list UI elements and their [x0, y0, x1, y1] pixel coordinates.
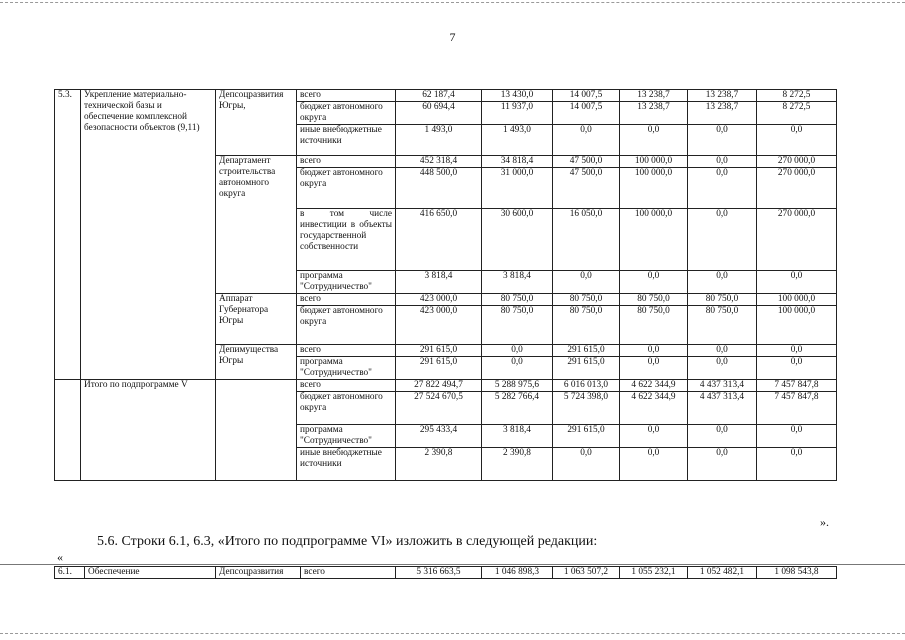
value-cell: 27 822 494,7 — [396, 380, 482, 392]
value-cell: 2 390,8 — [482, 448, 553, 481]
bottom-scan-edge — [0, 633, 905, 634]
row-executor: Депимущества Югры — [216, 345, 297, 380]
value-cell: 80 750,0 — [482, 294, 553, 306]
value-cell: 0,0 — [757, 448, 837, 481]
value-cell: 2 390,8 — [396, 448, 482, 481]
value-cell: 27 524 670,5 — [396, 392, 482, 425]
value-cell: 4 437 313,4 — [688, 392, 757, 425]
row-executor: Аппарат Губернатора Югры — [216, 294, 297, 345]
row-source: программа "Сотрудничество" — [297, 357, 396, 380]
value-cell: 62 187,4 — [396, 90, 482, 102]
row-title: Укрепление материально-технической базы и обеспечение комплексной безопасности объектов (9,11) — [81, 90, 216, 380]
row-executor: Депсоцразвития — [216, 567, 301, 579]
value-cell: 1 098 543,8 — [757, 567, 837, 579]
value-cell: 0,0 — [482, 345, 553, 357]
value-cell: 0,0 — [757, 357, 837, 380]
value-cell: 0,0 — [688, 425, 757, 448]
value-cell: 1 493,0 — [396, 125, 482, 156]
row-executor: Депсоцразвития Югры, — [216, 90, 297, 156]
value-cell: 0,0 — [482, 357, 553, 380]
row-number: 5.3. — [55, 90, 81, 380]
value-cell: 13 430,0 — [482, 90, 553, 102]
value-cell: 452 318,4 — [396, 156, 482, 168]
value-cell: 100 000,0 — [757, 294, 837, 306]
value-cell: 3 818,4 — [482, 271, 553, 294]
value-cell: 423 000,0 — [396, 306, 482, 345]
value-cell: 8 272,5 — [757, 102, 837, 125]
row-executor: Департамент строительства автономного округа — [216, 156, 297, 294]
value-cell: 100 000,0 — [620, 209, 688, 271]
value-cell: 100 000,0 — [757, 306, 837, 345]
value-cell: 5 316 663,5 — [396, 567, 482, 579]
value-cell: 3 818,4 — [396, 271, 482, 294]
value-cell: 0,0 — [757, 345, 837, 357]
value-cell: 0,0 — [688, 345, 757, 357]
value-cell: 291 615,0 — [396, 357, 482, 380]
value-cell: 0,0 — [553, 448, 620, 481]
value-cell: 8 272,5 — [757, 90, 837, 102]
row-source: программа "Сотрудничество" — [297, 271, 396, 294]
value-cell: 0,0 — [553, 271, 620, 294]
row-source: всего — [297, 90, 396, 102]
value-cell: 13 238,7 — [620, 102, 688, 125]
closing-quote: ». — [820, 515, 829, 529]
row-executor — [216, 380, 297, 481]
value-cell: 80 750,0 — [620, 306, 688, 345]
value-cell: 0,0 — [620, 125, 688, 156]
row-source: всего — [297, 294, 396, 306]
value-cell: 0,0 — [688, 156, 757, 168]
row-source: программа "Сотрудничество" — [297, 425, 396, 448]
page-number: 7 — [449, 30, 456, 44]
value-cell: 80 750,0 — [620, 294, 688, 306]
value-cell: 0,0 — [757, 425, 837, 448]
opening-quote: « — [57, 550, 63, 564]
value-cell: 291 615,0 — [553, 425, 620, 448]
subtotal-title: Итого по подпрограмме V — [81, 380, 216, 481]
value-cell: 100 000,0 — [620, 156, 688, 168]
row-source: бюджет автономного округа — [297, 102, 396, 125]
value-cell: 14 007,5 — [553, 102, 620, 125]
value-cell: 416 650,0 — [396, 209, 482, 271]
value-cell: 270 000,0 — [757, 209, 837, 271]
value-cell: 6 016 013,0 — [553, 380, 620, 392]
value-cell: 5 282 766,4 — [482, 392, 553, 425]
table-row — [55, 380, 837, 392]
row-source: бюджет автономного округа — [297, 392, 396, 425]
row-6-1-table — [54, 566, 837, 579]
value-cell: 5 724 398,0 — [553, 392, 620, 425]
value-cell: 34 818,4 — [482, 156, 553, 168]
value-cell: 80 750,0 — [482, 306, 553, 345]
value-cell: 80 750,0 — [688, 306, 757, 345]
value-cell: 270 000,0 — [757, 168, 837, 209]
row-source: иные внебюджетные источники — [297, 125, 396, 156]
value-cell: 0,0 — [688, 209, 757, 271]
value-cell: 0,0 — [553, 125, 620, 156]
value-cell: 291 615,0 — [553, 345, 620, 357]
value-cell: 7 457 847,8 — [757, 392, 837, 425]
divider-line — [0, 564, 905, 565]
row-number — [55, 380, 81, 481]
value-cell: 4 622 344,9 — [620, 392, 688, 425]
row-title: Обеспечение — [85, 567, 216, 579]
value-cell: 5 288 975,6 — [482, 380, 553, 392]
table-row — [55, 567, 837, 579]
row-number: 6.1. — [55, 567, 85, 579]
value-cell: 13 238,7 — [620, 90, 688, 102]
value-cell: 0,0 — [688, 125, 757, 156]
value-cell: 291 615,0 — [553, 357, 620, 380]
row-source: в том числе инвестиции в объекты государственной собственности — [297, 209, 396, 271]
value-cell: 1 055 232,1 — [620, 567, 688, 579]
value-cell: 7 457 847,8 — [757, 380, 837, 392]
value-cell: 31 000,0 — [482, 168, 553, 209]
value-cell: 14 007,5 — [553, 90, 620, 102]
value-cell: 0,0 — [620, 345, 688, 357]
value-cell: 1 493,0 — [482, 125, 553, 156]
value-cell: 1 063 507,2 — [553, 567, 620, 579]
value-cell: 13 238,7 — [688, 90, 757, 102]
value-cell: 47 500,0 — [553, 156, 620, 168]
value-cell: 100 000,0 — [620, 168, 688, 209]
top-scan-edge — [0, 2, 905, 3]
value-cell: 47 500,0 — [553, 168, 620, 209]
value-cell: 80 750,0 — [553, 294, 620, 306]
value-cell: 0,0 — [620, 425, 688, 448]
value-cell: 270 000,0 — [757, 156, 837, 168]
value-cell: 3 818,4 — [482, 425, 553, 448]
value-cell: 60 694,4 — [396, 102, 482, 125]
value-cell: 0,0 — [688, 271, 757, 294]
value-cell: 0,0 — [757, 125, 837, 156]
value-cell: 4 437 313,4 — [688, 380, 757, 392]
value-cell: 16 050,0 — [553, 209, 620, 271]
value-cell: 1 052 482,1 — [688, 567, 757, 579]
table-row — [55, 90, 837, 102]
row-source: бюджет автономного округа — [297, 168, 396, 209]
value-cell: 11 937,0 — [482, 102, 553, 125]
value-cell: 4 622 344,9 — [620, 380, 688, 392]
value-cell: 448 500,0 — [396, 168, 482, 209]
value-cell: 1 046 898,3 — [482, 567, 553, 579]
value-cell: 0,0 — [688, 168, 757, 209]
row-source: иные внебюджетные источники — [297, 448, 396, 481]
value-cell: 80 750,0 — [553, 306, 620, 345]
value-cell: 13 238,7 — [688, 102, 757, 125]
value-cell: 423 000,0 — [396, 294, 482, 306]
row-source: бюджет автономного округа — [297, 306, 396, 345]
value-cell: 0,0 — [620, 271, 688, 294]
value-cell: 80 750,0 — [688, 294, 757, 306]
row-source: всего — [297, 345, 396, 357]
amendment-instruction: 5.6. Строки 6.1, 6.3, «Итого по подпрограмме VI» изложить в следующей редакции: — [97, 534, 598, 549]
budget-table — [54, 89, 837, 481]
value-cell: 30 600,0 — [482, 209, 553, 271]
value-cell: 0,0 — [620, 357, 688, 380]
value-cell: 0,0 — [620, 448, 688, 481]
value-cell: 295 433,4 — [396, 425, 482, 448]
value-cell: 0,0 — [688, 357, 757, 380]
row-source: всего — [301, 567, 396, 579]
value-cell: 0,0 — [688, 448, 757, 481]
value-cell: 291 615,0 — [396, 345, 482, 357]
row-source: всего — [297, 380, 396, 392]
row-source: всего — [297, 156, 396, 168]
value-cell: 0,0 — [757, 271, 837, 294]
